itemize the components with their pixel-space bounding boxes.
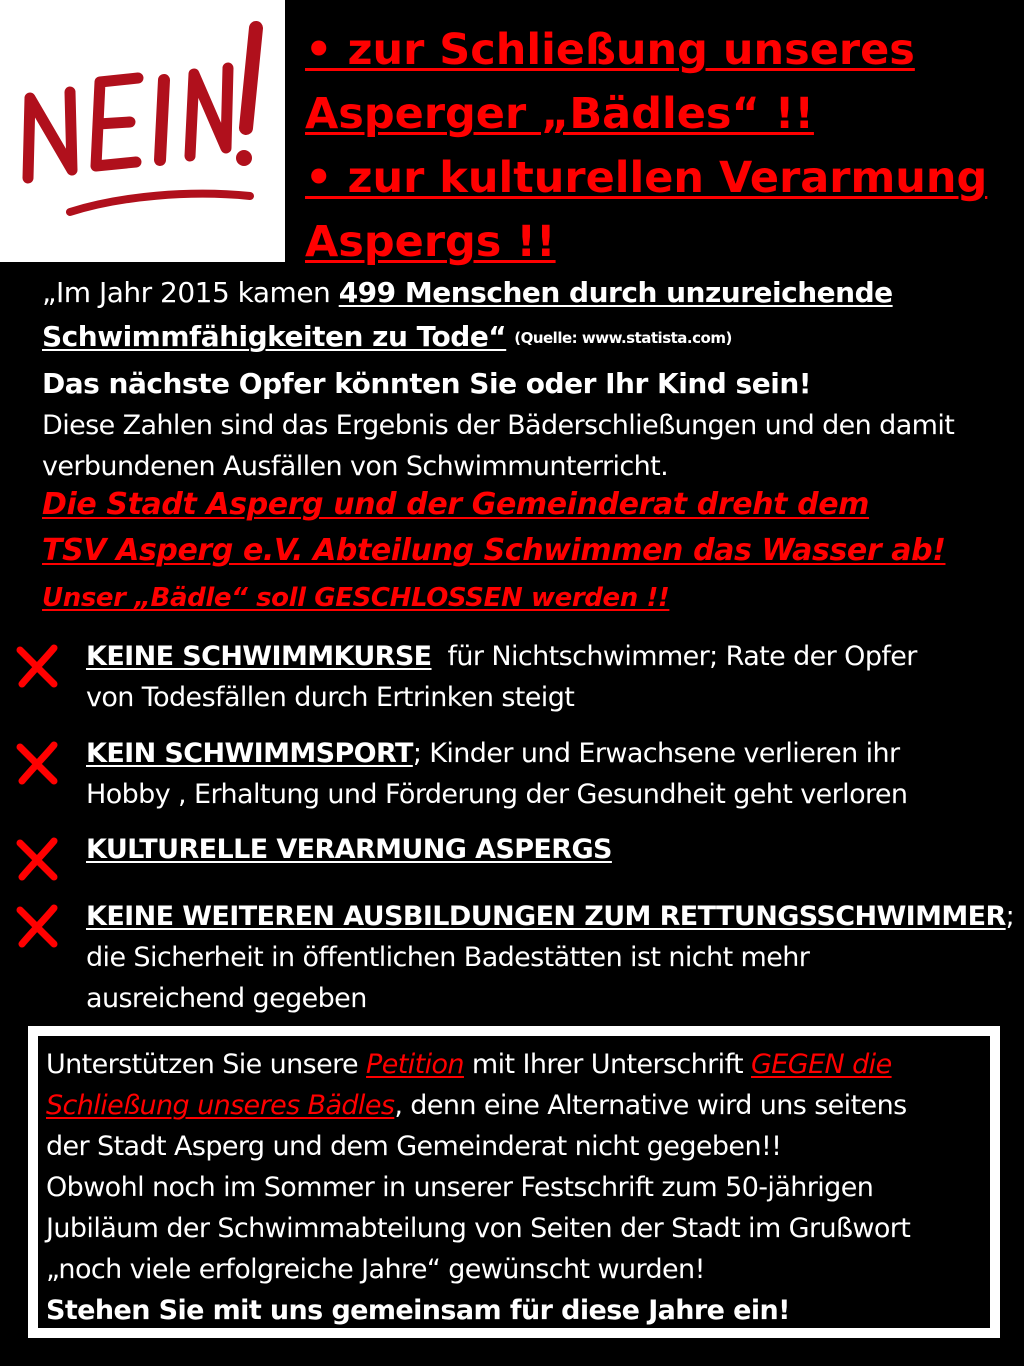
statistics-quote xyxy=(42,271,1017,360)
bullet-text: KEINE WEITEREN AUSBILDUNGEN ZUM RETTUNGSSCHWIMMER; die Sicherheit in öffentlichen Badestätten ist nicht mehr ausreichend gegeben xyxy=(86,901,1015,1014)
headline-line-1: • zur Schließung unseres xyxy=(305,25,915,75)
headline-line-4: Aspergs !! xyxy=(305,217,556,267)
svg-text:NEIN!: NEIN! xyxy=(0,0,3,1)
warning-text xyxy=(42,482,1017,620)
bullet-text: KEIN SCHWIMMSPORT; Kinder und Erwachsene verlieren ihr Hobby , Erhaltung und Förderung der Gesundheit geht verloren xyxy=(86,738,908,810)
info-line-1: Diese Zahlen sind das Ergebnis der Bäderschließungen und den damit xyxy=(42,410,955,441)
bullet-text: KULTURELLE VERARMUNG ASPERGS xyxy=(86,834,612,865)
quote-intro: „Im Jahr 2015 kamen xyxy=(42,276,339,309)
bullet-text: KEINE SCHWIMMKURSE für Nichtschwimmer; Rate der Opfer von Todesfällen durch Ertrinken steigt xyxy=(86,641,917,713)
victim-line: Das nächste Opfer könnten Sie oder Ihr Kind sein! xyxy=(42,367,812,400)
against-closure-link-cont[interactable]: Schließung unseres Bädles xyxy=(46,1090,395,1121)
headline-line-2: Asperger „Bädles“ !! xyxy=(305,89,814,139)
petition-text: Unterstützen Sie unsere Petition mit Ihrer Unterschrift GEGEN die Schließung unseres Bädles, denn eine Alternative wird uns seitens der Stadt Asperg und dem Gemeinderat nicht gegeben!! Obwohl noch im Sommer in unserer Festschrift zum 50-jährigen Jubiläum der Schwimmabteilung von Seiten der Stadt im Grußwort „noch viele erfolgreiche Jahre“ gewünscht wurden! Stehen Sie mit uns gemeinsam für diese Jahre ein! xyxy=(38,1036,990,1328)
quote-bold-1: 499 Menschen durch unzureichende xyxy=(338,276,893,309)
red-x-icon xyxy=(14,739,60,785)
red-x-icon xyxy=(14,642,60,688)
quote-bold-2: Schwimmfähigkeiten zu Tode“ xyxy=(42,320,507,353)
info-text xyxy=(42,405,1017,487)
info-line-2: verbundenen Ausfällen von Schwimmunterricht. xyxy=(42,451,669,482)
red-x-icon xyxy=(14,902,60,948)
petition-box xyxy=(28,1026,1000,1338)
headline xyxy=(305,18,1015,274)
petition-closing: Stehen Sie mit uns gemeinsam für diese Jahre ein! xyxy=(46,1295,790,1326)
red-x-icon xyxy=(14,835,60,881)
warning-line-3: Unser „Bädle“ soll GESCHLOSSEN werden !! xyxy=(42,583,670,613)
warning-line-2: TSV Asperg e.V. Abteilung Schwimmen das Wasser ab! xyxy=(42,533,946,568)
against-closure-link[interactable]: GEGEN die xyxy=(750,1049,892,1080)
quote-source: (Quelle: www.statista.com) xyxy=(514,329,732,347)
headline-line-3: • zur kulturellen Verarmung xyxy=(305,153,988,203)
warning-line-1: Die Stadt Asperg und der Gemeinderat dreht dem xyxy=(42,487,870,522)
nein-logo-drawing xyxy=(0,0,285,262)
petition-link[interactable]: Petition xyxy=(366,1049,464,1080)
nein-logo xyxy=(0,0,285,262)
